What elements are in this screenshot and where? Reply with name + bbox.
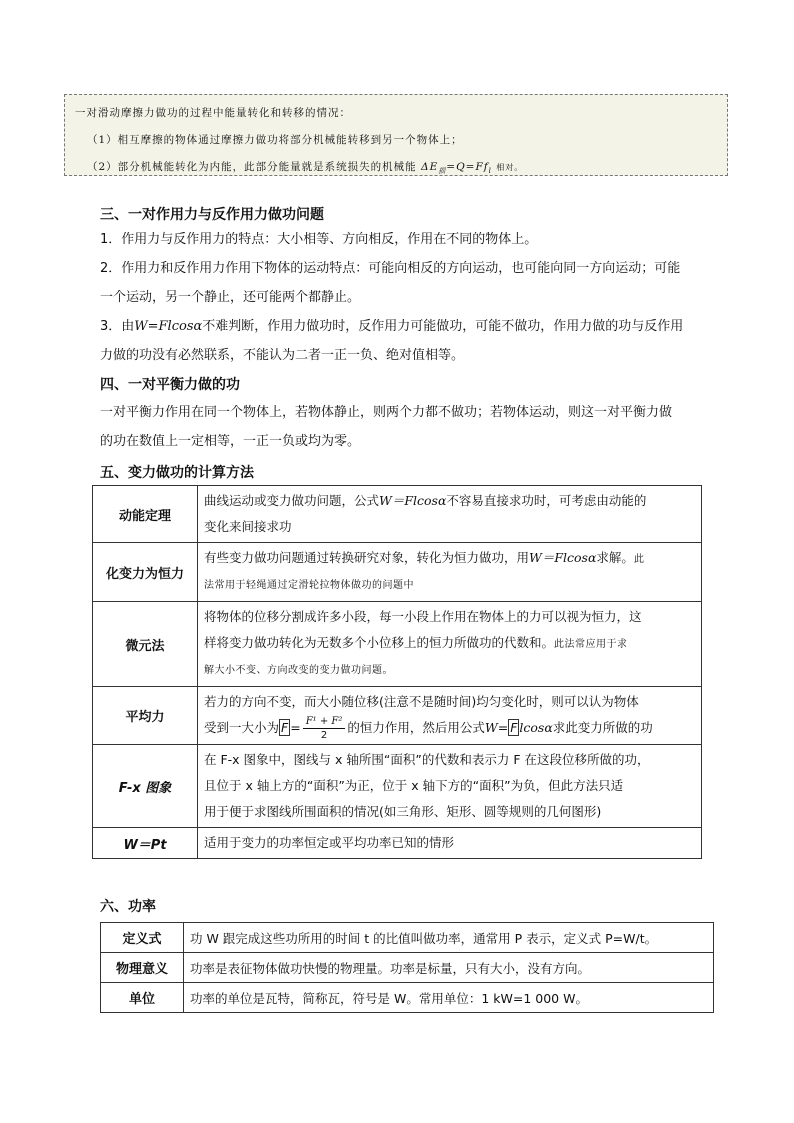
s3-paragraph-2a: 2．作用力和反作用力作用下物体的运动特点：可能向相反的方向运动，也可能向同一方向运动；可能	[100, 261, 681, 276]
table-row	[93, 745, 702, 828]
row-value: 功率是表征物体做功快慢的物理量。功率是标量，只有大小，没有方向。	[184, 953, 714, 983]
table-row	[101, 983, 714, 1013]
row-key: 定义式	[101, 923, 184, 953]
table-row	[93, 828, 702, 859]
s3-paragraph-2b: 一个运动，另一个静止，还可能两个都静止。	[100, 290, 361, 305]
note-line-3-text: （2）部分机械能转化为内能，此部分能量就是系统损失的机械能	[87, 161, 417, 173]
table-row	[93, 486, 702, 543]
friction-note-box	[64, 94, 728, 176]
s3-paragraph-3a: 3．由W=Flcosα不难判断，作用力做功时，反作用力可能做功，可能不做功，作用力做的功与反作用	[100, 319, 684, 334]
section-3-title: 三、一对作用力与反作用力做功问题	[100, 207, 324, 223]
row-value: 功率的单位是瓦特，简称瓦，符号是 W。常用单位：1 kW=1 000 W。	[184, 983, 714, 1013]
avg-force-symbol: F	[281, 720, 289, 735]
section-5-title: 五、变力做功的计算方法	[100, 465, 254, 481]
note-line-3	[75, 154, 717, 182]
row-value: 适用于变力的功率恒定或平均功率已知的情形	[198, 828, 702, 859]
row-key: 平均力	[93, 687, 198, 745]
table-row	[101, 953, 714, 983]
row-value: 有些变力做功问题通过转换研究对象，转化为恒力做功，用W＝Flcosα求解。此 法常用于轻绳通过定滑轮拉物体做功的问题中	[198, 543, 702, 602]
note-line-1: 一对滑动摩擦力做功的过程中能量转化和转移的情况：	[75, 107, 351, 119]
row-key: W＝Pt	[93, 828, 198, 859]
section-6-title: 六、功率	[100, 899, 156, 915]
row-key: F-x 图象	[93, 745, 198, 828]
row-value: 曲线运动或变力做功问题，公式W＝Flcosα不容易直接求功时，可考虑由动能的 变化来间接求功	[198, 486, 702, 543]
s4-paragraph-1b: 的功在数值上一定相等，一正一负或均为零。	[100, 434, 361, 449]
row-key: 化变力为恒力	[93, 543, 198, 602]
row-value: 若力的方向不变，而大小随位移(注意不是随时间)均匀变化时，则可以认为物体 受到一大小为 F = $\frac{\text{F¹ + F²}}{2}$ 的恒力作用，然后用公式W= F lcosα求此变力所做的功	[198, 687, 702, 745]
s4-paragraph-1a: 一对平衡力作用在同一个物体上，若物体静止，则两个力都不做功；若物体运动，则这一对平衡力做	[100, 405, 673, 420]
s3-paragraph-3b: 力做的功没有必然联系，不能认为二者一正一负、绝对值相等。	[100, 348, 465, 363]
table-row	[93, 543, 702, 602]
average-force-fraction: $\frac{\text{F¹ + F²}}{2}$	[303, 715, 346, 742]
row-value: 将物体的位移分割成许多小段，每一小段上作用在物体上的力可以视为恒力，这 样将变力做功转化为无数多个小位移上的恒力所做功的代数和。此法常应用于求 解大小不变、方向改变的变力做功问题。	[198, 602, 702, 687]
section-4-title: 四、一对平衡力做的功	[100, 377, 240, 393]
note-line-3-suffix: 相对。	[496, 163, 524, 172]
s3-paragraph-1: 1．作用力与反作用力的特点：大小相等、方向相反，作用在不同的物体上。	[100, 232, 538, 247]
table-row	[101, 923, 714, 953]
row-key: 单位	[101, 983, 184, 1013]
row-key: 微元法	[93, 602, 198, 687]
table-row	[93, 687, 702, 745]
table-row	[93, 602, 702, 687]
power-table	[100, 922, 714, 1013]
note-line-2: （1）相互摩擦的物体通过摩擦力做功将部分机械能转移到另一个物体上；	[87, 134, 463, 146]
energy-loss-formula: $\Delta E_损=Q=Ff_l$	[421, 161, 492, 175]
section-4-body	[100, 398, 720, 456]
variable-force-methods-table	[92, 485, 702, 859]
row-key: 动能定理	[93, 486, 198, 543]
row-value: 在 F-x 图象中，图线与 x 轴所围“面积”的代数和表示力 F 在这段位移所做的功， 且位于 x 轴上方的“面积”为正，位于 x 轴下方的“面积”为负，但此方法只适 用于便于求图线所围面积的情况(如三角形、矩形、圆等规则的几何图形)	[198, 745, 702, 828]
row-key: 物理意义	[101, 953, 184, 983]
section-3-body	[100, 225, 720, 370]
row-value: 功 W 跟完成这些功所用的时间 t 的比值叫做功率，通常用 P 表示，定义式 P=W/t。	[184, 923, 714, 953]
